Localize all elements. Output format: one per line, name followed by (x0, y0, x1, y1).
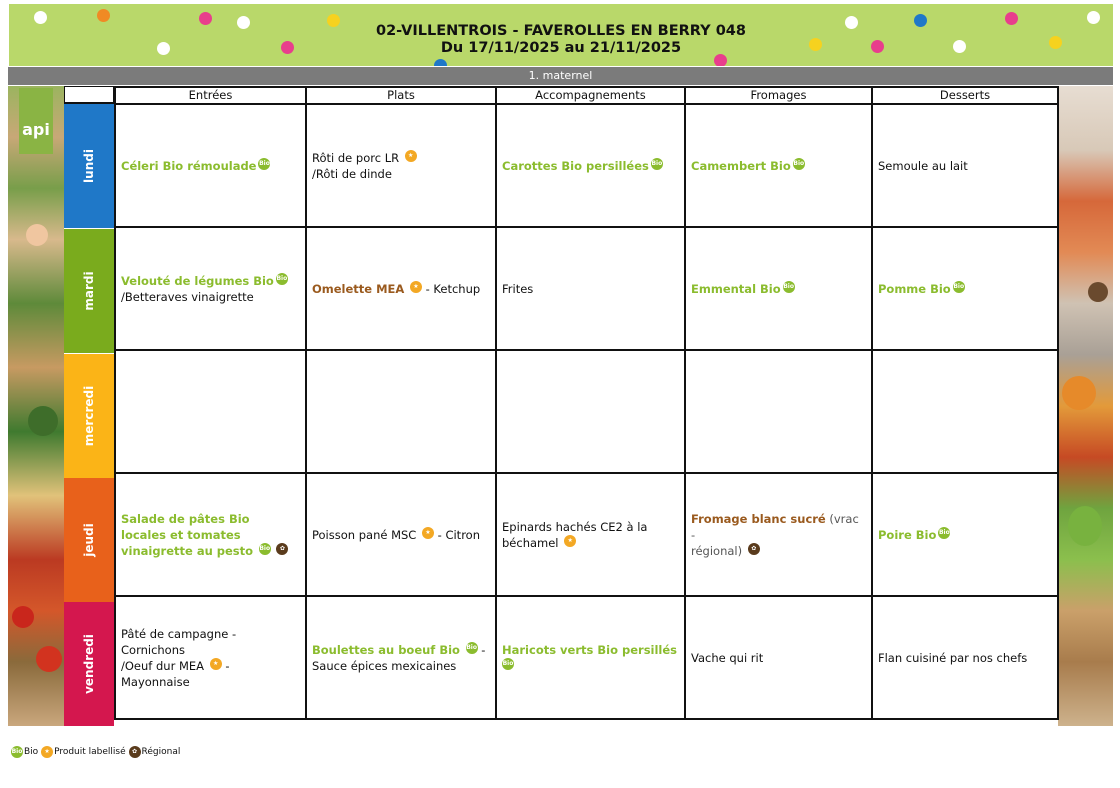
table-row (115, 227, 1058, 350)
corner-cell (64, 86, 114, 104)
menu-cell (872, 104, 1058, 227)
table-row (115, 104, 1058, 227)
dish-name: Fromage blanc sucré (691, 511, 826, 526)
menu-cell (115, 596, 306, 719)
day-name: jeudi (82, 523, 96, 557)
day-name: mardi (82, 271, 96, 311)
menu-dates: Du 17/11/2025 au 21/11/2025 (440, 40, 682, 56)
menu-cell (872, 596, 1058, 719)
dish-extra: - Ketchup (421, 281, 481, 296)
dish-name: Vache qui rit (691, 650, 764, 665)
label-icon: ★ (41, 746, 53, 758)
bio-icon: Bio (651, 158, 663, 170)
day-name: mercredi (82, 385, 96, 447)
table-header-row (115, 87, 1058, 104)
tomato-shape (36, 646, 62, 672)
menu-cell (496, 104, 685, 227)
menu-cell (872, 473, 1058, 596)
table-row (115, 350, 1058, 473)
legend-bio-label: Bio (24, 747, 39, 757)
bio-icon: Bio (11, 746, 23, 758)
bio-icon: Bio (953, 281, 965, 293)
day-label-jeudi (64, 478, 114, 602)
dish-name: Céleri Bio rémoulade (121, 158, 257, 173)
label-icon: ★ (564, 535, 576, 547)
vegetable-photo-right (1058, 86, 1113, 726)
child-illustration (26, 224, 48, 246)
dish-name: Semoule au lait (878, 158, 968, 173)
dish-alt: /Oeuf dur MEA (121, 658, 205, 673)
dish-name: Boulettes au boeuf Bio (312, 642, 460, 657)
dish-name: Pâté de campagne - Cornichons (121, 626, 237, 657)
api-logo (19, 88, 53, 154)
dish-name: Poisson pané MSC (312, 527, 417, 542)
vegetable-photo-left (8, 86, 64, 726)
broccoli-shape (28, 406, 58, 436)
menu-table (114, 86, 1059, 720)
menu-cell (685, 227, 872, 350)
dish-alt: /Rôti de dinde (312, 166, 392, 181)
dish-extra: Sauce épices mexicaines (312, 658, 457, 673)
legend (11, 746, 180, 758)
legend-produit-label: Produit labellisé (54, 747, 126, 757)
menu-cell (685, 473, 872, 596)
bio-icon: Bio (259, 543, 271, 555)
dish-name: béchamel (502, 535, 559, 550)
dish-name: Pomme Bio (878, 281, 951, 296)
dish-extra: - Mayonnaise (121, 658, 230, 689)
column-header: Entrées (115, 87, 306, 104)
column-header: Plats (306, 87, 496, 104)
menu-cell-empty (306, 350, 496, 473)
bio-icon: Bio (793, 158, 805, 170)
dish-name: Velouté de légumes Bio (121, 273, 274, 288)
dish-extra: (vrac - (691, 511, 859, 542)
api-logo-text: api (22, 120, 50, 139)
confetti-dot (434, 59, 447, 66)
regional-icon: ✿ (276, 543, 288, 555)
label-icon: ★ (422, 527, 434, 539)
dish-name: Epinards hachés CE2 à la (502, 519, 648, 534)
dish-name: Salade de pâtes Bio (121, 511, 250, 526)
pepper-shape (1068, 506, 1102, 546)
column-header: Accompagnements (496, 87, 685, 104)
menu-cell (685, 104, 872, 227)
dish-name: Emmental Bio (691, 281, 781, 296)
dish-extra: régional) (691, 543, 743, 558)
section-bar: 1. maternel (8, 67, 1113, 85)
day-label-vendredi (64, 602, 114, 726)
bio-icon: Bio (502, 658, 514, 670)
menu-cell-empty (685, 350, 872, 473)
regional-icon: ✿ (748, 543, 760, 555)
menu-cell (496, 227, 685, 350)
bio-icon: Bio (938, 527, 950, 539)
table-row (115, 596, 1058, 719)
day-label-mardi (64, 229, 114, 353)
page-title (9, 23, 1113, 57)
table-row (115, 473, 1058, 596)
menu-title: 02-VILLENTROIS - FAVEROLLES EN BERRY 048 (376, 23, 746, 39)
dish-name: locales et tomates (121, 527, 241, 542)
legend-regional-label: Régional (141, 747, 181, 757)
dish-name: Frites (502, 281, 534, 296)
menu-cell (115, 227, 306, 350)
dish-extra: - Citron (434, 527, 480, 542)
day-label-mercredi (64, 354, 114, 478)
menu-cell (496, 473, 685, 596)
orange-shape (1062, 376, 1096, 410)
dish-name: Rôti de porc LR (312, 150, 400, 165)
dish-extra: - (477, 642, 486, 657)
dish-name: Camembert Bio (691, 158, 791, 173)
menu-cell (872, 227, 1058, 350)
dish-name: Omelette MEA (312, 281, 405, 296)
column-header: Fromages (685, 87, 872, 104)
dish-name: Carottes Bio persillées (502, 158, 649, 173)
menu-cell (115, 473, 306, 596)
label-icon: ★ (410, 281, 422, 293)
tomato-shape (12, 606, 34, 628)
bio-icon: Bio (466, 642, 478, 654)
menu-cell (306, 596, 496, 719)
label-icon: ★ (405, 150, 417, 162)
menu-cell-empty (115, 350, 306, 473)
dish-name: Flan cuisiné par nos chefs (878, 650, 1028, 665)
menu-cell-empty (872, 350, 1058, 473)
dish-alt: /Betteraves vinaigrette (121, 289, 254, 304)
day-name: lundi (82, 149, 96, 183)
header-banner (9, 4, 1113, 66)
menu-cell (306, 104, 496, 227)
menu-cell (496, 596, 685, 719)
regional-icon: ✿ (129, 746, 141, 758)
column-header: Desserts (872, 87, 1058, 104)
day-label-lundi (64, 104, 114, 228)
menu-cell (306, 227, 496, 350)
menu-cell (306, 473, 496, 596)
dish-name: Haricots verts Bio persillés (502, 642, 678, 657)
menu-cell (685, 596, 872, 719)
bio-icon: Bio (276, 273, 288, 285)
bio-icon: Bio (258, 158, 270, 170)
label-icon: ★ (210, 658, 222, 670)
dish-name: vinaigrette au pesto (121, 543, 254, 558)
menu-cell-empty (496, 350, 685, 473)
confetti-dot (97, 9, 110, 22)
day-name: vendredi (82, 634, 96, 694)
menu-cell (115, 104, 306, 227)
bio-icon: Bio (783, 281, 795, 293)
child-illustration (1088, 282, 1108, 302)
dish-name: Poire Bio (878, 527, 937, 542)
